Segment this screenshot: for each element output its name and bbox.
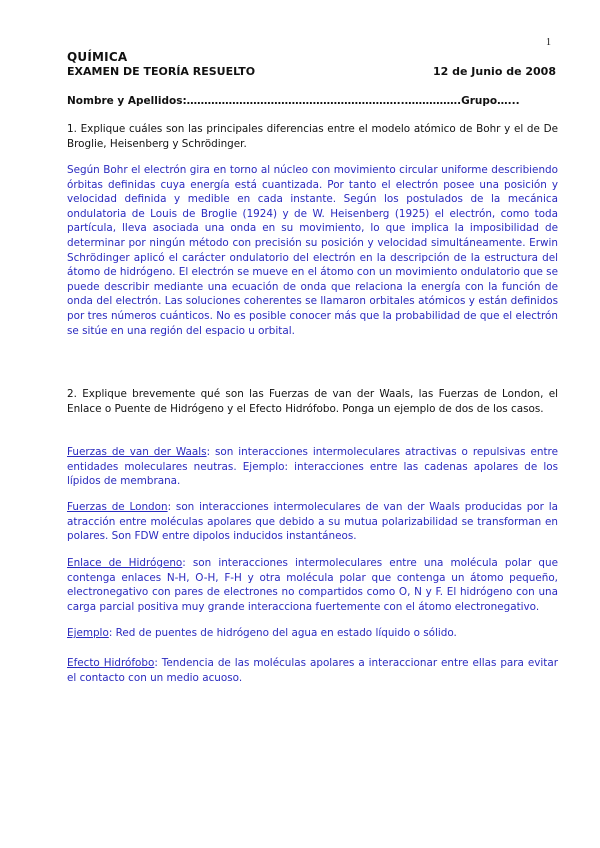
text-example: : Red de puentes de hidrógeno del agua en estado líquido o sólido. xyxy=(108,627,457,639)
text-london: : son interacciones intermoleculares de van der Waals producidas por la atracción entre moléculas apolares que debido a su mutua polarizabilidad se transforman en polares. Son FDW entre dipolos inducidos instantáneos. xyxy=(67,501,558,543)
term-example: Ejemplo xyxy=(67,627,109,639)
text-hydrogen-bond: : son interacciones intermoleculares entre una molécula polar que contenga enlaces N-H, O-H, F-H y otra molécula polar que contenga un átomo pequeño, electronegativo con pares de electrones no compartidos como O, N y F. El hidrógeno con una carga parcial positiva muy grande interacciona fuertemente con el átomo electronegativo. xyxy=(67,557,559,613)
term-van-der-waals: Fuerzas de van der Waals xyxy=(67,446,207,458)
answer-london xyxy=(67,500,558,544)
answer-hydrogen-bond xyxy=(67,556,558,614)
term-hydrophobic: Efecto Hidrófobo xyxy=(67,657,155,669)
document-subtitle: EXAMEN DE TEORÍA RESUELTO xyxy=(67,65,256,78)
exam-date: 12 de Junio de 2008 xyxy=(433,65,556,78)
text-hydrophobic: : Tendencia de las moléculas apolares a interaccionar entre ellas para evitar el contacto con un medio acuoso. xyxy=(67,657,558,684)
name-line: Nombre y Apellidos:……………………………………………………..…………….Grupo…... xyxy=(67,95,520,107)
term-london: Fuerzas de London xyxy=(67,501,168,513)
question-1: 1. Explique cuáles son las principales diferencias entre el modelo atómico de Bohr y el de De Broglie, Heisenberg y Schrödinger. xyxy=(67,123,558,150)
answer-example xyxy=(67,626,558,641)
document-title: QUÍMICA xyxy=(67,50,128,64)
answer-van-der-waals xyxy=(67,445,558,489)
text-van-der-waals: : son interacciones intermoleculares atractivas o repulsivas entre entidades moleculares neutras. Ejemplo: interacciones entre las cadenas apolares de los lípidos de membrana. xyxy=(67,446,558,488)
question-2: 2. Explique brevemente qué son las Fuerzas de van der Waals, las Fuerzas de London, el Enlace o Puente de Hidrógeno y el Efecto Hidrófobo. Ponga un ejemplo de dos de los casos. xyxy=(67,388,558,415)
answer-hydrophobic xyxy=(67,656,558,685)
term-hydrogen-bond: Enlace de Hidrógeno xyxy=(67,557,183,569)
answer-1: Según Bohr el electrón gira en torno al núcleo con movimiento circular uniforme describiendo órbitas definidas cuya energía está cuantizada. Por tanto el electrón posee una posición y velocidad definida y medible en cada instante. Según los postulados de la mecánica ondulatoria de Louis de Broglie (1924) y de W. Heisenberg (1925) el electrón, como toda partícula, lleva asociada una onda en su movimiento, lo que implica la imposibilidad de determinar por ningún método con precisión su posición y velocidad simultáneamente. Erwin Schrödinger aplicó el carácter ondulatorio del electrón en la descripción de la estructura del átomo de hidrógeno. El electrón se mueve en el átomo con un movimiento ondulatorio que se puede describir mediante una ecuación de onda que relaciona la energía con la función de onda del electrón. Las soluciones coherentes se llamaron orbitales atómicos y están definidos por tres números cuánticos. No es posible conocer más que la probabilidad de que el electrón se sitúe en una región del espacio u orbital. xyxy=(67,164,558,337)
page-number: 1 xyxy=(546,37,551,48)
